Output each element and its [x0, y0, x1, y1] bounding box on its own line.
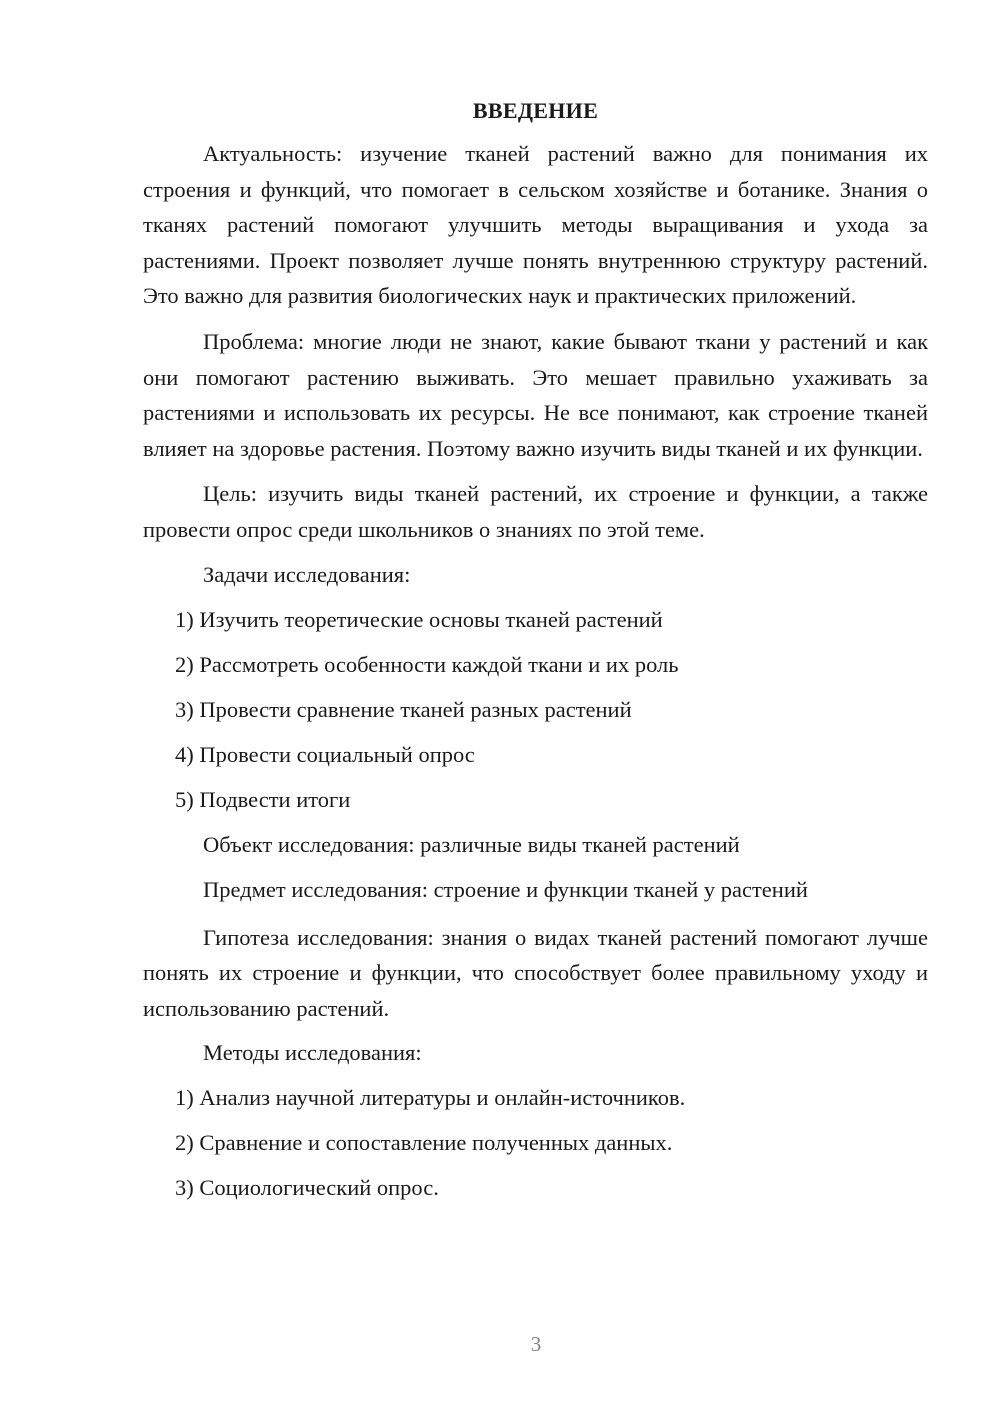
hypothesis-paragraph: Гипотеза исследования: знания о видах тканей растений помогают лучше понять их строение и функции, что способствует более правильному уходу и использованию растений.: [143, 924, 928, 1021]
subject-line: Предмет исследования: строение и функции тканей у растений: [203, 876, 808, 902]
list-item: 1) Изучить теоретические основы тканей растений: [175, 606, 663, 632]
methods-list: [143, 1083, 928, 1203]
list-item: 3) Провести сравнение тканей разных растений: [175, 696, 632, 722]
goal-paragraph: Цель: изучить виды тканей растений, их строение и функции, а также провести опрос среди школьников о знаниях по этой теме.: [143, 481, 928, 542]
problem-paragraph: Проблема: многие люди не знают, какие бывают ткани у растений и как они помогают растению выживать. Это мешает правильно ухаживать за растениями и использовать их ресурсы. Не все понимают, как строение тканей влияет на здоровье растения. Поэтому важно изучить виды тканей и их функции.: [143, 328, 928, 461]
page-number: 3: [530, 1332, 542, 1356]
relevance-paragraph: Актуальность: изучение тканей растений важно для понимания их строения и функций, что помогает в сельском хозяйстве и ботанике. Знания о тканях растений помогают улучшить методы выращивания и ухода за растениями. Проект позволяет лучше понять внутреннюю структуру растений. Это важно для развития биологических наук и практических приложений.: [143, 141, 928, 309]
object-line: Объект исследования: различные виды тканей растений: [203, 831, 740, 857]
list-item: 1) Анализ научной литературы и онлайн-источников.: [175, 1085, 686, 1111]
list-item: 2) Рассмотреть особенности каждой ткани и их роль: [175, 651, 679, 677]
tasks-heading: Задачи исследования:: [203, 561, 411, 587]
section-title: ВВЕДЕНИЕ: [472, 98, 599, 123]
tasks-list: [143, 605, 928, 815]
list-item: 4) Провести социальный опрос: [175, 741, 475, 767]
page-content: [143, 96, 928, 1218]
list-item: 5) Подвести итоги: [175, 786, 351, 812]
list-item: 2) Сравнение и сопоставление полученных данных.: [175, 1130, 673, 1156]
list-item: 3) Социологический опрос.: [175, 1175, 439, 1201]
methods-heading: Методы исследования:: [203, 1040, 422, 1066]
